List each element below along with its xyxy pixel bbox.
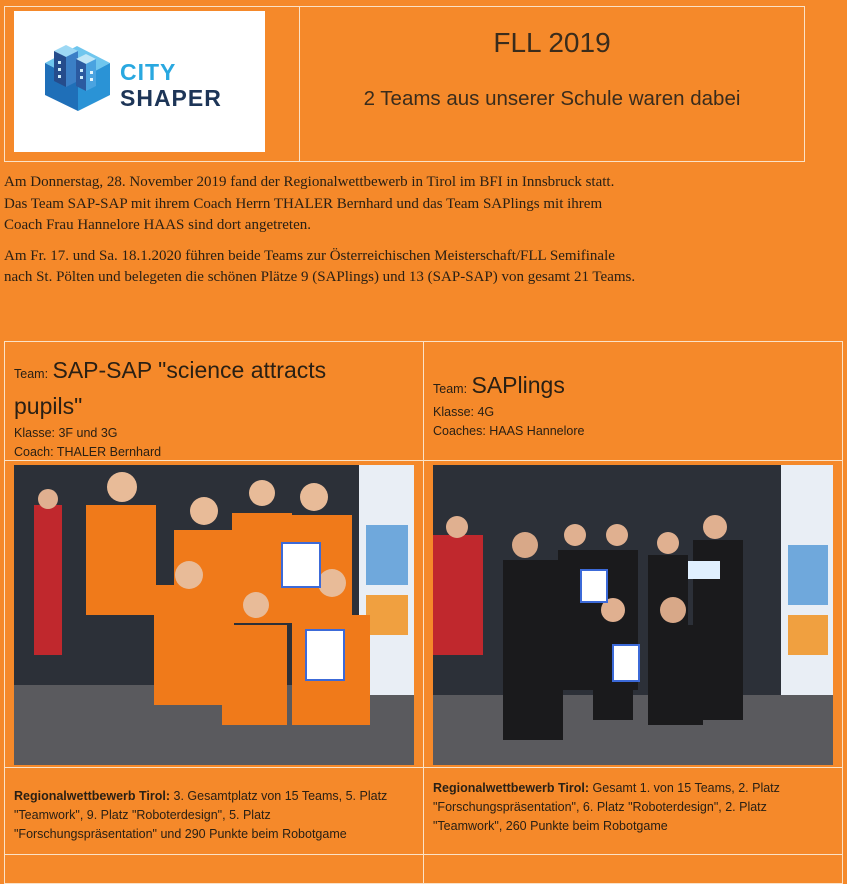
team-coach: Coaches: HAAS Hannelore xyxy=(433,424,585,438)
team-sap-sap-info xyxy=(4,341,424,461)
result-text: "Teamwork", 9. Platz "Roboterdesign", 5. Platz xyxy=(14,808,271,822)
team-coach: Coach: THALER Bernhard xyxy=(14,445,162,459)
intro-line: nach St. Pölten und belegeten die schönen Plätze 9 (SAPlings) und 13 (SAP-SAP) von gesamt 21 Teams. xyxy=(4,269,636,285)
intro-line: Coach Frau Hannelore HAAS sind dort angetreten. xyxy=(4,217,312,233)
page-title: FLL 2019 xyxy=(493,27,611,58)
result-text: "Teamwork", 260 Punkte beim Robotgame xyxy=(433,819,668,833)
result-text: "Forschungspräsentation", 6. Platz "Roboterdesign", 2. Platz xyxy=(433,800,767,814)
result-text: 3. Gesamtplatz von 15 Teams, 5. Platz xyxy=(173,789,388,803)
team-saplings-photo xyxy=(433,465,833,765)
intro-line: Das Team SAP-SAP mit ihrem Coach Herrn THALER Bernhard und das Team SAPlings mit ihrem xyxy=(4,195,603,212)
team-sap-sap-photo-cell xyxy=(4,460,424,768)
page-subtitle: 2 Teams aus unserer Schule waren dabei xyxy=(363,87,741,110)
team-prefix: Team: xyxy=(14,367,49,381)
team-photo-illustration xyxy=(433,465,833,765)
intro-text xyxy=(4,172,834,298)
city-shaper-logo xyxy=(14,11,265,152)
intro-paragraph-1 xyxy=(4,172,834,237)
result-text: Gesamt 1. von 15 Teams, 2. Platz xyxy=(592,781,780,795)
team-klasse: Klasse: 3F und 3G xyxy=(14,426,118,440)
logo-word-city: CITY xyxy=(120,59,177,85)
team-sap-sap-result xyxy=(4,767,424,855)
team-name: SAP-SAP "science attracts xyxy=(52,357,327,383)
table-next-row-left xyxy=(4,854,424,884)
result-label: Regionalwettbewerb Tirol: xyxy=(433,781,590,795)
team-saplings-result xyxy=(423,767,843,855)
result-label: Regionalwettbewerb Tirol: xyxy=(14,789,171,803)
header-logo-cell xyxy=(4,6,300,162)
table-next-row-right xyxy=(423,854,843,884)
team-saplings-info xyxy=(423,341,843,461)
team-name-continued: pupils" xyxy=(14,393,83,419)
team-photo-illustration xyxy=(14,465,414,765)
team-saplings-photo-cell xyxy=(423,460,843,768)
team-klasse: Klasse: 4G xyxy=(433,405,495,419)
team-name: SAPlings xyxy=(471,372,565,398)
intro-paragraph-2 xyxy=(4,246,834,289)
intro-line: Am Fr. 17. und Sa. 18.1.2020 führen beide Teams zur Österreichischen Meisterschaft/FLL Semifinale xyxy=(4,247,615,264)
header-title-cell xyxy=(299,6,805,162)
team-prefix: Team: xyxy=(433,382,468,396)
result-text: "Forschungspräsentation" und 290 Punkte beim Robotgame xyxy=(14,827,347,841)
team-sap-sap-photo xyxy=(14,465,414,765)
intro-line: Am Donnerstag, 28. November 2019 fand der Regionalwettbewerb in Tirol im BFI in Innsbruck statt. xyxy=(4,174,615,190)
logo-word-shaper: SHAPER xyxy=(120,85,222,111)
